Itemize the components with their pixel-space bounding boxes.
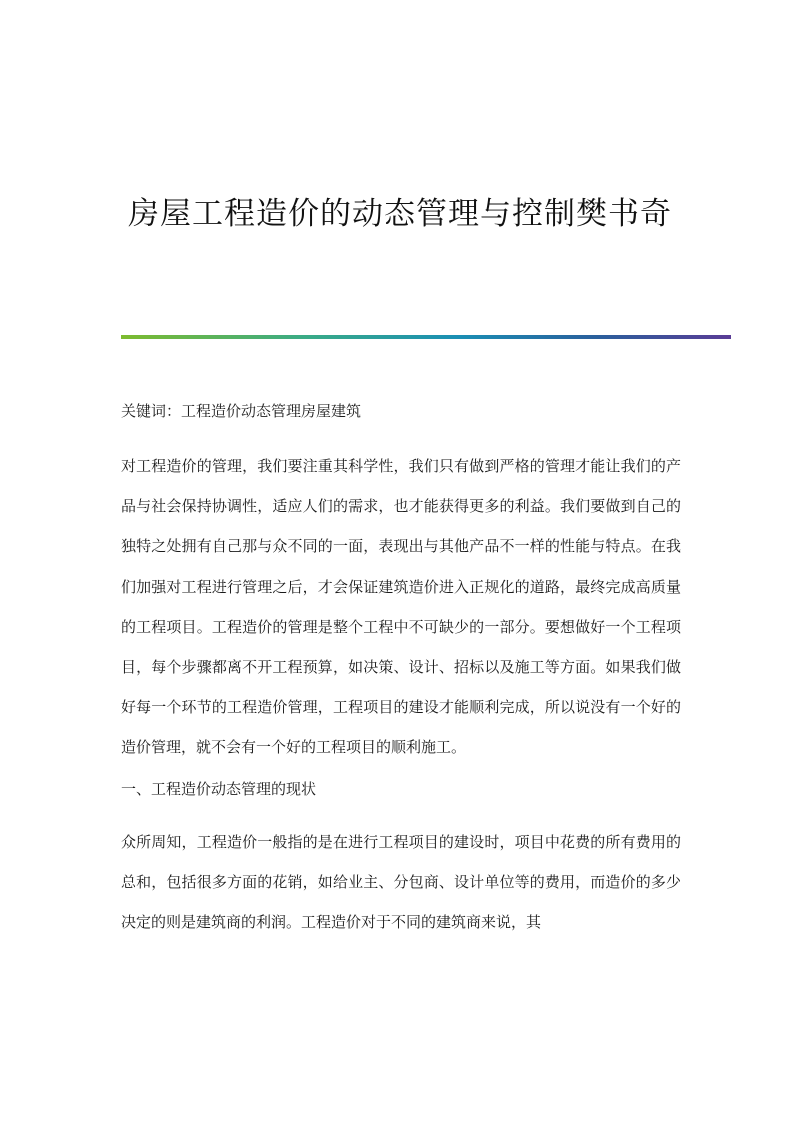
paragraph-section-1: 众所周知，工程造价一般指的是在进行工程项目的建设时，项目中花费的所有费用的总和，包括很多方面的花销，如给业主、分包商、设计单位等的费用，而造价的多少决定的则是建筑商的利润。工程造价对于不同的建筑商来说，其 xyxy=(121,832,681,932)
keywords-text: 工程造价动态管理房屋建筑 xyxy=(181,402,362,420)
title-divider xyxy=(121,335,731,339)
keywords-line xyxy=(121,400,681,422)
document-title: 房屋工程造价的动态管理与控制樊书奇 xyxy=(128,196,672,232)
section-heading-1: 一、工程造价动态管理的现状 xyxy=(121,779,317,798)
paragraph-intro: 对工程造价的管理，我们要注重其科学性，我们只有做到严格的管理才能让我们的产品与社会保持协调性，适应人们的需求，也才能获得更多的利益。我们要做到自己的独特之处拥有自己那与众不同的一面，表现出与其他产品不一样的性能与特点。在我们加强对工程进行管理之后，才会保证建筑造价进入正规化的道路，最终完成高质量的工程项目。工程造价的管理是整个工程中不可缺少的一部分。要想做好一个工程项目，每个步骤都离不开工程预算，如决策、设计、招标以及施工等方面。如果我们做好每一个环节的工程造价管理，工程项目的建设才能顺利完成，所以说没有一个好的造价管理，就不会有一个好的工程项目的顺利施工。 xyxy=(121,457,681,757)
keywords-label: 关键词： xyxy=(121,402,182,420)
document-body xyxy=(121,400,681,952)
